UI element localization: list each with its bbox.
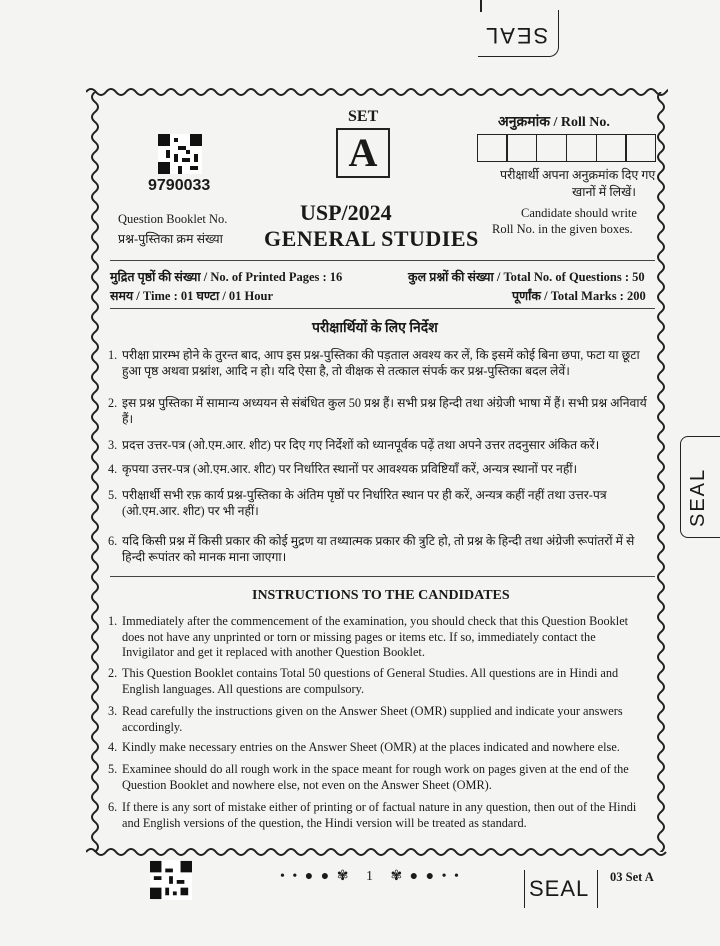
decorative-border-bottom — [86, 846, 668, 858]
set-code: 03 Set A — [610, 870, 654, 884]
qr-code-icon — [158, 134, 202, 174]
total-marks: पूर्णांक / Total Marks : 200 — [512, 289, 646, 303]
side-seal-label: SEAL — [687, 467, 709, 527]
roll-box[interactable] — [477, 134, 508, 162]
exam-subject: GENERAL STUDIES — [264, 226, 479, 251]
hindi-instruction-item: 4. कृपया उत्तर-पत्र (ओ.एम.आर. शीट) पर निर्धारित स्थानों पर आवश्यक प्रविष्टियाँ करें, अन्यत्र स्थानों पर नहीं। — [108, 462, 578, 476]
english-instruction-item: 4. Kindly make necessary entries on the Answer Sheet (OMR) at the places indicated and nowhere else. — [108, 740, 620, 754]
side-seal — [680, 436, 720, 538]
roll-number-label: अनुक्रमांक / Roll No. — [498, 115, 610, 130]
hindi-instructions-heading: परीक्षार्थियों के लिए निर्देश — [312, 321, 438, 336]
roll-box[interactable] — [506, 134, 537, 162]
english-instruction-item: 3. Read carefully the instructions given on the Answer Sheet (OMR) supplied and indicate your answers accordingly. — [108, 704, 623, 734]
roll-number-boxes[interactable] — [478, 134, 656, 162]
divider — [110, 308, 655, 309]
total-questions: कुल प्रश्नों की संख्या / Total No. of Questions : 50 — [408, 270, 645, 284]
divider — [110, 576, 655, 577]
page-number-ornament — [280, 868, 461, 885]
booklet-number: 9790033 — [148, 177, 211, 194]
hindi-instruction-item: 5. परीक्षार्थी सभी रफ़ कार्य प्रश्न-पुस्तिका के अंतिम पृष्ठों पर निर्धारित स्थान पर ही करें, अन्यत्र कहीं नहीं तथा उत्तर-पत्र (ओ.एम.आर. शीट) पर भी नहीं। — [108, 488, 607, 518]
english-instruction-item: 5. Examinee should do all rough work in the space meant for rough work on pages given at the end of the Question Booklet and nowhere else, not even on the Answer Sheet (OMR). — [108, 762, 629, 792]
roll-en-line-1: Candidate should write — [521, 206, 637, 220]
decorative-border-top — [86, 86, 668, 98]
decorative-border-left — [88, 92, 102, 852]
top-seal — [478, 10, 559, 57]
hindi-instruction-item: 6. यदि किसी प्रश्न में किसी प्रकार की कोई मुद्रण या तथ्यात्मक प्रकार की त्रुटि हो, तो प्रश्न के हिन्दी तथा अंग्रेजी रूपांतरों में से हिन्दी रूपांतर को मानक माना जाएगा। — [108, 534, 635, 564]
exam-code: USP/2024 — [300, 200, 392, 225]
english-instruction-item: 1. Immediately after the commencement of the examination, you should check that this Question Booklet does not have any unprinted or torn or missing pages or items etc. If so, immediately contact the Invigilator and get it replaced with another Question Booklet. — [108, 614, 629, 659]
booklet-label-hi: प्रश्न-पुस्तिका क्रम संख्या — [118, 232, 223, 246]
hindi-instruction-item: 3. प्रदत्त उत्तर-पत्र (ओ.एम.आर. शीट) पर दिए गए निर्देशों को ध्यानपूर्वक पढ़ें तथा अपने उत्तर तदनुसार अंकित करें। — [108, 438, 600, 452]
decorative-border-right — [654, 92, 668, 852]
page-number: 1 — [365, 869, 375, 884]
hindi-instruction-item: 1. परीक्षा प्रारम्भ होने के तुरन्त बाद, आप इस प्रश्न-पुस्तिका की पड़ताल अवश्य कर लें, कि इसमें कोई बिना छपा, फटा या छूटा हुआ पृष्ठ अथवा प्रश्नांश, आदि न हो। यदि ऐसा है, तो वीक्षक से तत्काल संपर्क कर प्रश्न-पुस्तिका बदल लेवें। — [108, 348, 640, 378]
roll-en-line-2: Roll No. in the given boxes. — [492, 222, 633, 236]
bottom-seal — [524, 870, 598, 908]
exam-time: समय / Time : 01 घण्टा / 01 Hour — [110, 289, 274, 303]
bottom-seal-label: SEAL — [529, 876, 590, 901]
footer-qr-code-icon — [150, 860, 192, 900]
ornament-left: • • ● ● ✾ — [280, 869, 351, 884]
roll-box[interactable] — [536, 134, 567, 162]
english-instructions-heading: INSTRUCTIONS TO THE CANDIDATES — [252, 588, 510, 603]
divider — [110, 260, 655, 261]
english-instruction-item: 2. This Question Booklet contains Total 50 questions of General Studies. All questions are in Hindi and English languages. All questions are compulsory. — [108, 666, 619, 696]
printed-pages: मुद्रित पृष्ठों की संख्या / No. of Printed Pages : 16 — [110, 270, 343, 284]
hindi-instruction-item: 2. इस प्रश्न पुस्तिका में सामान्य अध्ययन से संबंधित कुल 50 प्रश्न हैं। सभी प्रश्न हिन्दी तथा अंग्रेजी भाषा में हैं। सभी प्रश्न अनिवार्य हैं। — [108, 396, 647, 426]
set-label: SET — [348, 108, 379, 125]
set-value-box: A — [336, 128, 390, 178]
roll-hindi-line-1: परीक्षार्थी अपना अनुक्रमांक दिए गए — [500, 168, 656, 182]
english-instruction-item: 6. If there is any sort of mistake either of printing or of factual nature in any question, then out of the Hindi and English versions of the question, the Hindi version will be treated as standard. — [108, 800, 637, 830]
top-seal-label: SEAL — [484, 23, 549, 48]
ornament-right: ✾ ● ● • • — [390, 869, 461, 884]
booklet-label-en: Question Booklet No. — [118, 212, 228, 226]
roll-box[interactable] — [596, 134, 627, 162]
roll-hindi-line-2: खानों में लिखें। — [572, 185, 637, 199]
roll-box[interactable] — [566, 134, 597, 162]
roll-box[interactable] — [625, 134, 656, 162]
